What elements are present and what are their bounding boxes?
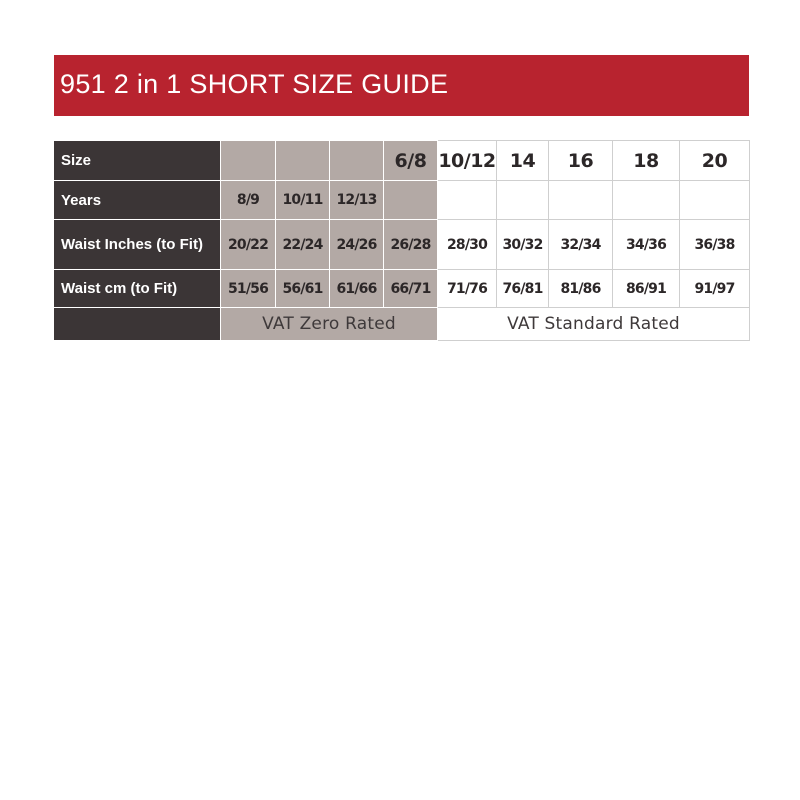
size-cell [221, 141, 276, 181]
page-title: 951 2 in 1 SHORT SIZE GUIDE [60, 69, 449, 99]
years-cell [613, 181, 680, 220]
years-cell: 10/11 [276, 181, 330, 220]
table-row-vat [55, 308, 750, 341]
years-cell [680, 181, 750, 220]
waist-cm-cell: 66/71 [384, 270, 438, 308]
years-cell: 8/9 [221, 181, 276, 220]
waist-inches-cell: 34/36 [613, 220, 680, 270]
vat-zero-rated-label: VAT Zero Rated [221, 308, 438, 341]
size-cell [330, 141, 384, 181]
waist-cm-cell: 61/66 [330, 270, 384, 308]
size-cell: 16 [549, 141, 613, 181]
waist-cm-cell: 56/61 [276, 270, 330, 308]
size-cell: 10/12 [438, 141, 497, 181]
table-row-size [55, 141, 750, 181]
table-row-years [55, 181, 750, 220]
size-guide-table [54, 140, 750, 341]
size-cell [276, 141, 330, 181]
title-banner [54, 55, 749, 116]
waist-inches-cell: 22/24 [276, 220, 330, 270]
waist-inches-cell: 20/22 [221, 220, 276, 270]
waist-inches-cell: 28/30 [438, 220, 497, 270]
years-cell [549, 181, 613, 220]
waist-cm-cell: 51/56 [221, 270, 276, 308]
waist-inches-cell: 24/26 [330, 220, 384, 270]
waist-inches-cell: 36/38 [680, 220, 750, 270]
row-label-waist-inches: Waist Inches (to Fit) [55, 220, 221, 270]
waist-inches-cell: 30/32 [497, 220, 549, 270]
waist-cm-cell: 71/76 [438, 270, 497, 308]
years-cell [438, 181, 497, 220]
table-row-waist-inches [55, 220, 750, 270]
years-cell [384, 181, 438, 220]
table-row-waist-cm [55, 270, 750, 308]
size-cell: 14 [497, 141, 549, 181]
size-cell: 20 [680, 141, 750, 181]
vat-standard-rated-label: VAT Standard Rated [438, 308, 750, 341]
size-cell: 18 [613, 141, 680, 181]
years-cell [497, 181, 549, 220]
row-label-vat-empty [55, 308, 221, 341]
waist-cm-cell: 86/91 [613, 270, 680, 308]
waist-cm-cell: 91/97 [680, 270, 750, 308]
waist-cm-cell: 81/86 [549, 270, 613, 308]
row-label-years: Years [55, 181, 221, 220]
waist-inches-cell: 26/28 [384, 220, 438, 270]
row-label-waist-cm: Waist cm (to Fit) [55, 270, 221, 308]
years-cell: 12/13 [330, 181, 384, 220]
waist-cm-cell: 76/81 [497, 270, 549, 308]
size-cell: 6/8 [384, 141, 438, 181]
waist-inches-cell: 32/34 [549, 220, 613, 270]
row-label-size: Size [55, 141, 221, 181]
